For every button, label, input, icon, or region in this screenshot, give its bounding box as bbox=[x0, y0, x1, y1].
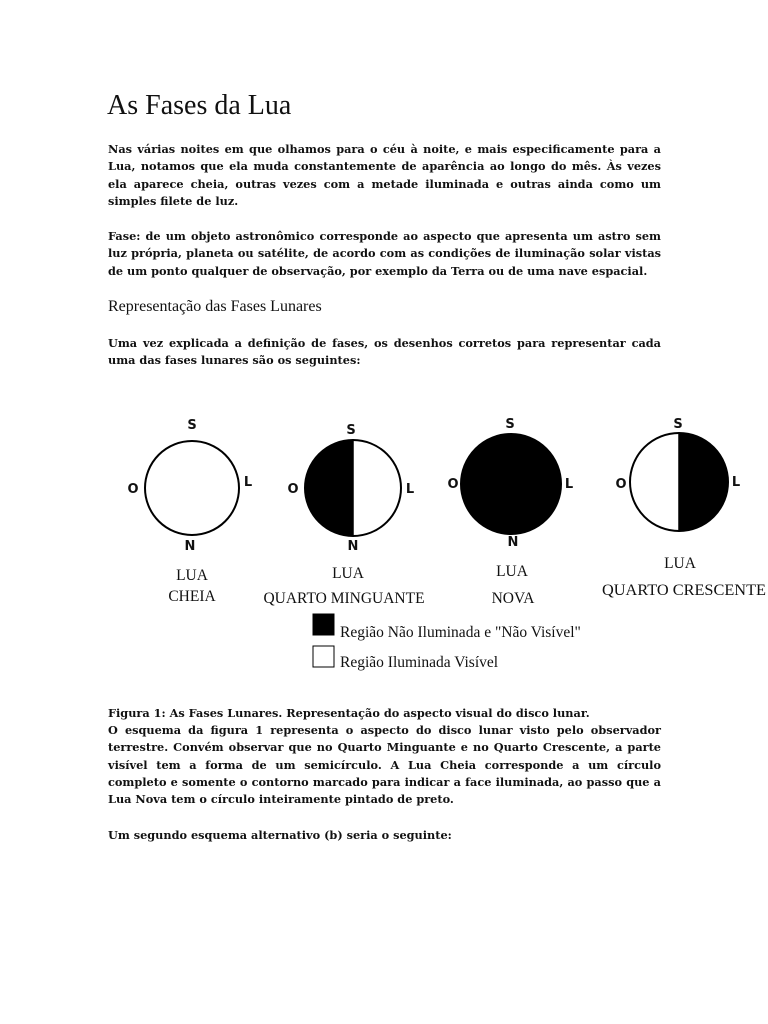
legend-dark-label: Região Não Iluminada e "Não Visível" bbox=[340, 624, 581, 641]
phase-first-quarter bbox=[602, 417, 766, 599]
first-quarter-dark-half bbox=[679, 433, 728, 531]
first-quarter-label-line2: QUARTO CRESCENTE bbox=[602, 582, 766, 599]
full-moon-label-line1: LUA bbox=[176, 567, 208, 584]
lead-paragraph: Uma vez explicada a definição de fases, os desenhos corretos para representar cada uma das fases lunares são os seguintes: bbox=[108, 336, 661, 368]
new-moon-north-label: N bbox=[507, 535, 519, 550]
legend-light-swatch bbox=[313, 646, 334, 667]
full-moon-east-label: L bbox=[243, 475, 253, 490]
new-moon-east-label: L bbox=[564, 477, 574, 492]
legend-light-label: Região Iluminada Visível bbox=[340, 654, 499, 671]
first-quarter-label-line1: LUA bbox=[664, 555, 696, 572]
page-title: As Fases da Lua bbox=[107, 90, 292, 121]
last-quarter-south-label: S bbox=[346, 423, 356, 438]
figure-caption: Figura 1: As Fases Lunares. Representação do aspecto visual do disco lunar. bbox=[108, 706, 590, 720]
phase-full-moon bbox=[127, 418, 252, 605]
full-moon-south-label: S bbox=[187, 418, 197, 433]
last-quarter-label-line2: QUARTO MINGUANTE bbox=[263, 590, 425, 607]
moon-phases-figure bbox=[0, 400, 768, 675]
new-moon-disc bbox=[461, 434, 561, 534]
first-quarter-east-label: L bbox=[731, 475, 741, 490]
alternative-paragraph: Um segundo esquema alternativo (b) seria o seguinte: bbox=[108, 828, 452, 842]
explanation-paragraph: O esquema da figura 1 representa o aspecto do disco lunar visto pelo observador terrestre. Convém observar que no Quarto Minguante e no Quarto Crescente, a parte visível tem a forma de um semicírculo. A Lua Cheia corresponde a um círculo completo e somente o contorno marcado para indicar a face iluminada, ao passo que a Lua Nova tem o círculo inteiramente pintado de preto. bbox=[108, 723, 661, 807]
full-moon-north-label: N bbox=[184, 539, 196, 554]
definition-paragraph: Fase: de um objeto astronômico corresponde ao aspecto que apresenta um astro sem luz própria, planeta ou satélite, de acordo com as condições de iluminação solar vistas de um ponto qualquer de observação, por exemplo da Terra ou de uma nave espacial. bbox=[108, 229, 661, 278]
first-quarter-south-label: S bbox=[673, 417, 683, 432]
phase-new-moon bbox=[447, 417, 573, 607]
intro-paragraph: Nas várias noites em que olhamos para o céu à noite, e mais especificamente para a Lua, notamos que ela muda constantemente de aparência ao longo do mês. Às vezes ela aparece cheia, outras vezes com a metade iluminada e outras ainda como um simples filete de luz. bbox=[108, 142, 661, 208]
figure-legend bbox=[313, 614, 581, 671]
last-quarter-label-line1: LUA bbox=[332, 565, 364, 582]
legend-dark-swatch bbox=[313, 614, 334, 635]
last-quarter-west-label: O bbox=[287, 482, 299, 497]
last-quarter-north-label: N bbox=[347, 539, 359, 554]
full-moon-label-line2: CHEIA bbox=[168, 588, 216, 605]
first-quarter-west-label: O bbox=[615, 477, 627, 492]
new-moon-label-line2: NOVA bbox=[491, 590, 535, 607]
last-quarter-dark-half bbox=[305, 440, 353, 536]
full-moon-disc bbox=[145, 441, 239, 535]
new-moon-west-label: O bbox=[447, 477, 459, 492]
last-quarter-east-label: L bbox=[405, 482, 415, 497]
new-moon-label-line1: LUA bbox=[496, 563, 528, 580]
section-subtitle: Representação das Fases Lunares bbox=[108, 298, 322, 315]
phase-last-quarter bbox=[263, 423, 424, 607]
new-moon-south-label: S bbox=[505, 417, 515, 432]
full-moon-west-label: O bbox=[127, 482, 139, 497]
